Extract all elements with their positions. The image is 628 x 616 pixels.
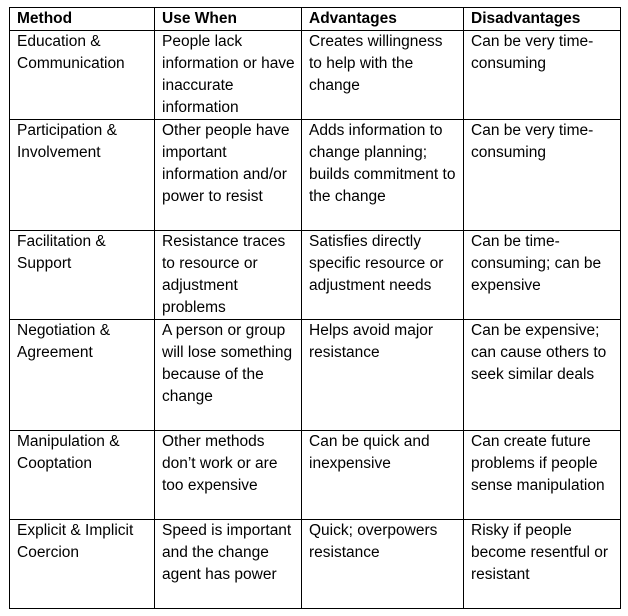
table-row	[10, 431, 621, 520]
header-disadvantages: Disadvantages	[464, 8, 621, 31]
method-cell: Participation & Involvement	[10, 120, 155, 231]
table-row	[10, 231, 621, 320]
advantages-cell: Quick; overpowers resistance	[302, 520, 464, 609]
table-row	[10, 31, 621, 120]
advantages-cell: Can be quick and inexpensive	[302, 431, 464, 520]
method-cell: Negotiation & Agreement	[10, 320, 155, 431]
advantages-cell: Creates willingness to help with the change	[302, 31, 464, 120]
use-when-cell: Speed is important and the change agent has power	[155, 520, 302, 609]
table-row	[10, 520, 621, 609]
disadvantages-cell: Can be very time-consuming	[464, 31, 621, 120]
method-cell: Facilitation & Support	[10, 231, 155, 320]
advantages-cell: Helps avoid major resistance	[302, 320, 464, 431]
use-when-cell: Resistance traces to resource or adjustment problems	[155, 231, 302, 320]
header-use-when: Use When	[155, 8, 302, 31]
header-method: Method	[10, 8, 155, 31]
disadvantages-cell: Risky if people become resentful or resistant	[464, 520, 621, 609]
use-when-cell: Other methods don’t work or are too expensive	[155, 431, 302, 520]
advantages-cell: Satisfies directly specific resource or adjustment needs	[302, 231, 464, 320]
table-row	[10, 320, 621, 431]
header-advantages: Advantages	[302, 8, 464, 31]
advantages-cell: Adds information to change planning; builds commitment to the change	[302, 120, 464, 231]
disadvantages-cell: Can create future problems if people sense manipulation	[464, 431, 621, 520]
change-methods-table	[9, 7, 621, 609]
table-row	[10, 120, 621, 231]
use-when-cell: A person or group will lose something because of the change	[155, 320, 302, 431]
disadvantages-cell: Can be very time-consuming	[464, 120, 621, 231]
disadvantages-cell: Can be time-consuming; can be expensive	[464, 231, 621, 320]
use-when-cell: People lack information or have inaccurate information	[155, 31, 302, 120]
method-cell: Manipulation & Cooptation	[10, 431, 155, 520]
use-when-cell: Other people have important information and/or power to resist	[155, 120, 302, 231]
disadvantages-cell: Can be expensive; can cause others to seek similar deals	[464, 320, 621, 431]
method-cell: Education & Communication	[10, 31, 155, 120]
method-cell: Explicit & Implicit Coercion	[10, 520, 155, 609]
header-row	[10, 8, 621, 31]
